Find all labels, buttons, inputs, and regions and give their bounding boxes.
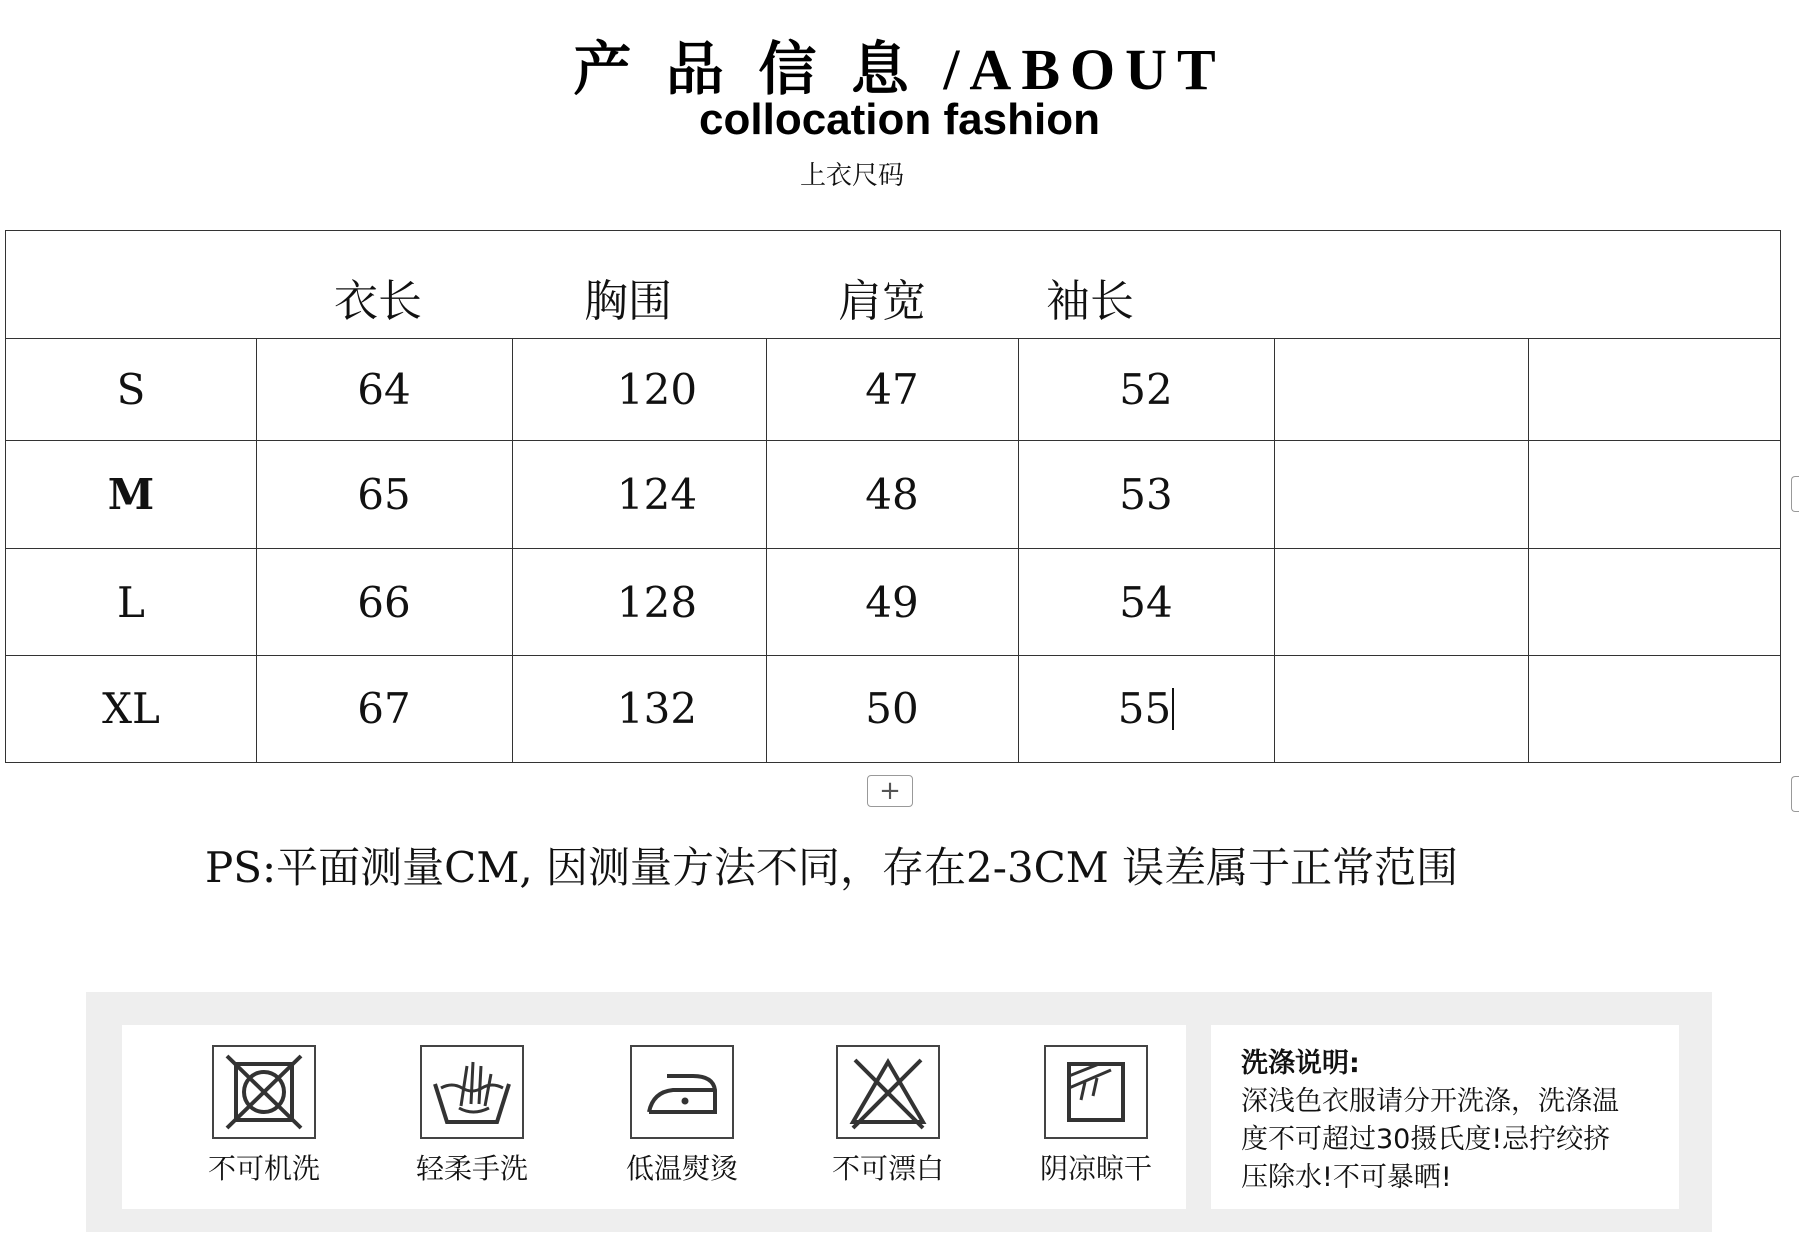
table-cell[interactable]: 67 (357, 684, 411, 733)
empty-cell[interactable] (1528, 441, 1780, 548)
table-cell[interactable]: 54 (1119, 577, 1173, 627)
table-cell[interactable]: 132 (616, 684, 698, 733)
care-label: 低温熨烫 (625, 1152, 738, 1185)
column-resize-handle[interactable] (1791, 776, 1799, 812)
care-item-low-temp-iron (592, 1045, 772, 1187)
empty-cell[interactable] (1528, 656, 1780, 761)
table-cell[interactable]: 53 (1119, 470, 1173, 519)
column-header-chest: 胸围 (584, 276, 672, 327)
table-header-row (6, 231, 1780, 339)
empty-cell[interactable] (1274, 339, 1528, 440)
table-row (6, 441, 1780, 549)
care-label: 轻柔手洗 (415, 1152, 528, 1185)
size-cell[interactable]: XL (102, 684, 160, 733)
table-cell[interactable]: 48 (865, 470, 919, 519)
washing-instructions (1211, 1025, 1679, 1209)
table-cell[interactable]: 128 (616, 577, 698, 627)
care-label: 不可漂白 (831, 1152, 944, 1185)
instructions-line: 度不可超过30摄氏度!忌拧绞挤 (1241, 1124, 1611, 1155)
care-icons-box (122, 1025, 1186, 1209)
low-temp-iron-icon (630, 1045, 734, 1139)
no-bleach-icon (836, 1045, 940, 1139)
size-cell[interactable]: M (107, 470, 155, 519)
column-header-length: 衣长 (334, 276, 422, 327)
table-row (6, 549, 1780, 656)
instructions-title: 洗涤说明: (1241, 1048, 1360, 1079)
table-cell[interactable]: 50 (865, 684, 919, 733)
size-cell[interactable]: L (117, 577, 145, 627)
care-label: 不可机洗 (207, 1152, 320, 1185)
care-panel (86, 992, 1712, 1232)
table-cell[interactable]: 64 (357, 365, 411, 414)
cell-text: 55 (1117, 684, 1172, 733)
page-title: 产 品 信 息 /ABOUT (573, 37, 1226, 102)
empty-cell[interactable] (1528, 549, 1780, 655)
table-cell[interactable]: 52 (1119, 365, 1173, 414)
empty-cell[interactable] (1274, 441, 1528, 548)
column-header-shoulder: 肩宽 (838, 276, 926, 327)
empty-cell[interactable] (1528, 339, 1780, 440)
care-label: 阴凉晾干 (1039, 1152, 1152, 1185)
size-cell[interactable]: S (116, 365, 146, 414)
empty-cell[interactable] (1274, 549, 1528, 655)
table-cell[interactable]: 124 (616, 470, 698, 519)
care-item-shade-dry (1006, 1045, 1186, 1187)
gentle-hand-wash-icon (420, 1045, 524, 1139)
active-table-cell[interactable] (1018, 656, 1274, 761)
care-item-gentle-hand-wash (382, 1045, 562, 1187)
table-cell[interactable]: 120 (616, 365, 698, 414)
instructions-line: 压除水!不可暴晒! (1241, 1162, 1452, 1193)
add-row-button[interactable]: + (867, 775, 913, 807)
table-cell[interactable]: 47 (865, 365, 919, 414)
section-label: 上衣尺码 (800, 161, 905, 191)
care-item-no-bleach (798, 1045, 978, 1187)
table-row (6, 656, 1780, 761)
instructions-line: 深浅色衣服请分开洗涤，洗涤温 (1241, 1086, 1619, 1117)
table-row (6, 339, 1780, 441)
table-cell[interactable]: 66 (357, 577, 411, 627)
shade-dry-icon (1044, 1045, 1148, 1139)
care-item-no-machine-wash (174, 1045, 354, 1187)
table-cell[interactable]: 49 (865, 577, 919, 627)
page-subtitle: collocation fashion (699, 95, 1100, 144)
size-table (5, 230, 1781, 763)
measurement-note: PS:平面测量CM, 因测量方法不同，存在2-3CM 误差属于正常范围 (205, 843, 1459, 892)
table-cell[interactable]: 65 (357, 470, 411, 519)
empty-cell[interactable] (1274, 656, 1528, 761)
column-resize-handle[interactable] (1791, 476, 1799, 512)
column-header-sleeve: 袖长 (1046, 276, 1134, 327)
no-machine-wash-icon (212, 1045, 316, 1139)
text-cursor (1172, 688, 1174, 730)
